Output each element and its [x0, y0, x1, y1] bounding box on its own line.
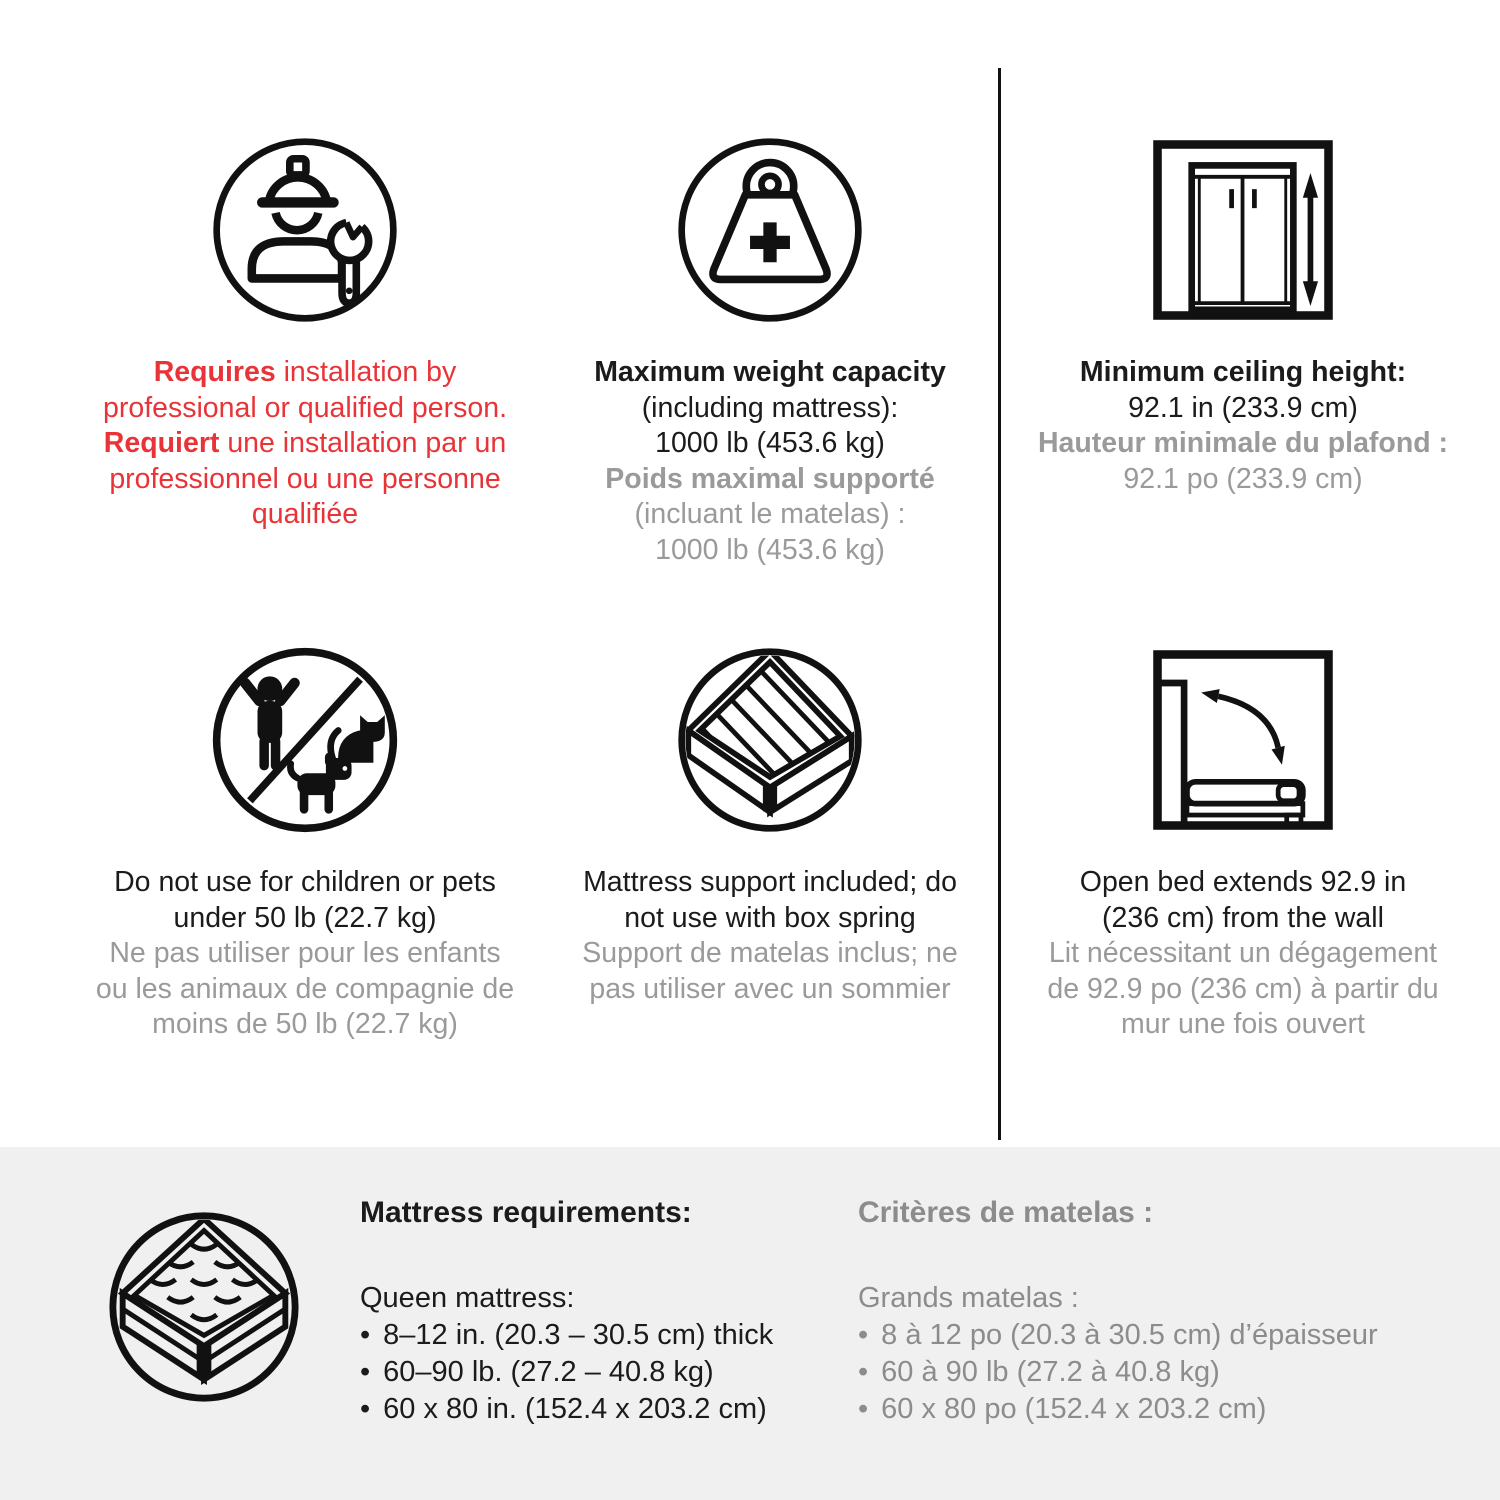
requiert-rest: une installation par un [219, 427, 507, 459]
text-line: 1000 lb (453.6 kg) [655, 533, 885, 566]
installation-requirement-section [45, 135, 565, 533]
bullet-text: • 60 x 80 in. (152.4 x 203.2 cm) [383, 1393, 767, 1425]
mattress-req-title-en: Mattress requirements: [360, 1196, 692, 1229]
mattress-req-subtitle-fr: Grands matelas : [858, 1282, 1079, 1314]
mattress-req-list-en [360, 1317, 773, 1428]
bullet-item [858, 1391, 1378, 1428]
bullet-text: • 8 à 12 po (20.3 à 30.5 cm) d’épaisseur [881, 1319, 1378, 1351]
bullet-item [360, 1317, 773, 1354]
children-pets-text [96, 865, 514, 1043]
ceiling-title-fr: Hauteur minimale du plafond : [1037, 427, 1449, 459]
weight-capacity-text [594, 355, 946, 568]
weight-capacity-section [532, 135, 1008, 568]
bullet-item [360, 1354, 773, 1391]
ceiling-height-text [1038, 355, 1448, 497]
ceiling-height-section [1013, 135, 1473, 497]
installation-text [103, 355, 507, 533]
text-line: 1000 lb (453.6 kg) [655, 427, 885, 459]
weight-title-fr: Poids maximal supporté [605, 462, 935, 495]
bullet-text: • 60 x 80 po (152.4 x 203.2 cm) [881, 1393, 1267, 1425]
mattress-support-text [582, 865, 957, 1007]
bullet-text: • 60–90 lb. (27.2 – 40.8 kg) [383, 1356, 714, 1388]
mattress-support-section [532, 645, 1008, 1007]
text-line: professionnel ou une personne [109, 462, 501, 495]
bullet-item [360, 1391, 773, 1428]
weight-capacity-icon [675, 135, 865, 325]
text-line: qualifiée [251, 498, 359, 530]
mattress-icon [106, 1209, 302, 1405]
text-line: mur une fois ouvert [1121, 1008, 1365, 1040]
bullet-text: • 60 à 90 lb (27.2 à 40.8 kg) [881, 1356, 1220, 1388]
mattress-requirements-en [360, 1194, 773, 1428]
mattress-req-subtitle-en: Queen mattress: [360, 1282, 575, 1314]
text-line: Lit nécessitant un dégagement [1048, 937, 1438, 969]
requires-rest: installation by [275, 356, 457, 388]
text-line: de 92.9 po (236 cm) à partir du [1047, 972, 1439, 1005]
no-children-pets-icon [210, 645, 400, 835]
text-line: Do not use for children or pets [114, 866, 496, 898]
slat-base-icon [675, 645, 865, 835]
text-line: under 50 lb (22.7 kg) [173, 901, 437, 934]
bullet-text: • 8–12 in. (20.3 – 30.5 cm) thick [383, 1319, 774, 1351]
open-bed-text [1047, 865, 1438, 1043]
open-bed-clearance-icon [1148, 645, 1338, 835]
mattress-req-list-fr [858, 1317, 1378, 1428]
mattress-req-title-fr: Critères de matelas : [858, 1196, 1154, 1229]
text-line: Mattress support included; do [583, 866, 957, 898]
ceiling-title-en: Minimum ceiling height: [1079, 356, 1407, 388]
installer-wrench-icon [210, 135, 400, 325]
text-line [103, 355, 507, 391]
text-line: pas utiliser avec un sommier [589, 972, 951, 1005]
text-line: 92.1 po (233.9 cm) [1123, 462, 1363, 495]
text-line: Support de matelas inclus; ne [582, 937, 958, 969]
text-line: Ne pas utiliser pour les enfants [109, 937, 501, 969]
text-line: ou les animaux de compagnie de [95, 972, 515, 1005]
text-line: (including mattress): [641, 391, 899, 424]
text-line: (236 cm) from the wall [1102, 901, 1384, 934]
mattress-requirements-fr [858, 1194, 1378, 1428]
bullet-item [858, 1317, 1378, 1354]
text-line: not use with box spring [624, 901, 916, 934]
text-line: professional or qualified person. [103, 391, 507, 424]
requiert-bold: Requiert [103, 427, 220, 459]
bullet-item [858, 1354, 1378, 1391]
text-line: moins de 50 lb (22.7 kg) [152, 1008, 458, 1040]
text-line: (incluant le matelas) : [634, 498, 906, 530]
text-line: Open bed extends 92.9 in [1079, 866, 1407, 898]
open-bed-clearance-section [1013, 645, 1473, 1043]
mattress-requirements-panel [0, 1147, 1500, 1500]
children-pets-warning-section [45, 645, 565, 1043]
ceiling-height-icon [1148, 135, 1338, 325]
requires-bold: Requires [153, 356, 276, 388]
text-line [103, 426, 507, 462]
text-line: 92.1 in (233.9 cm) [1128, 391, 1358, 424]
weight-title-en: Maximum weight capacity [594, 356, 946, 388]
